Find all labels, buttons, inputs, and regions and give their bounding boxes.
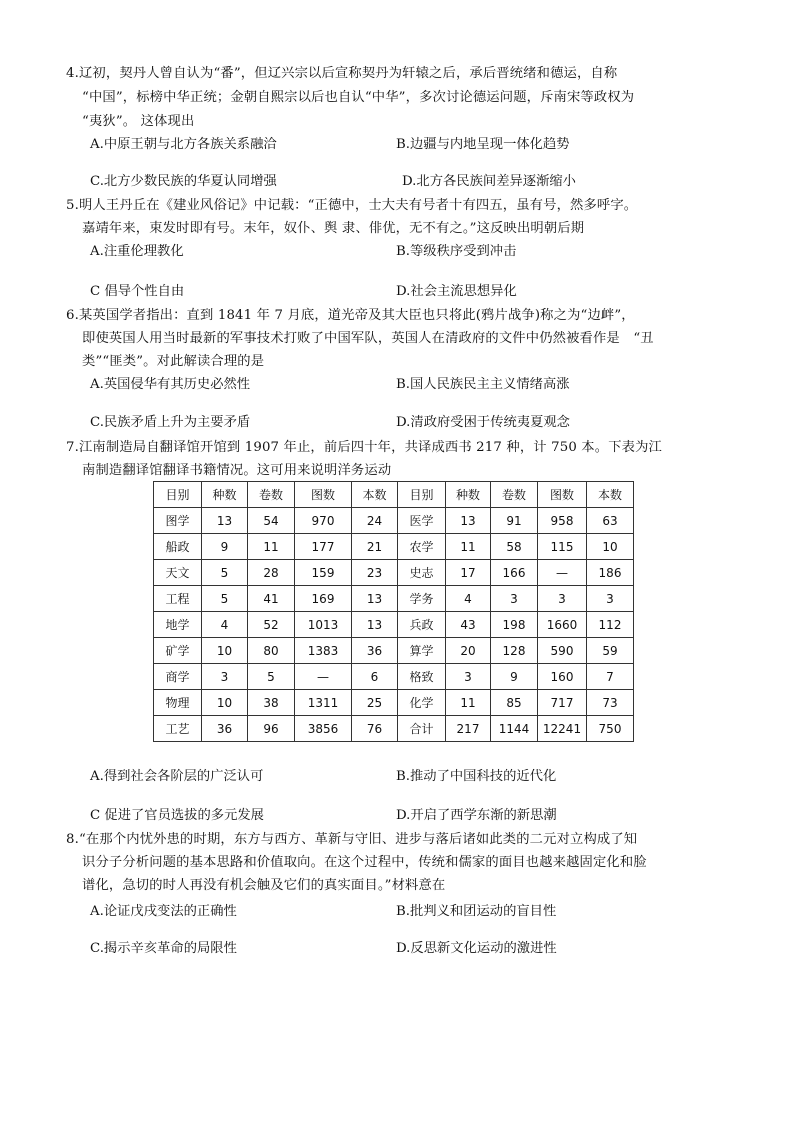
translation-stats-table	[153, 481, 634, 742]
table-cell: 11	[446, 690, 491, 716]
question-7-line-2: 南制造翻译馆翻译书籍情况。这可用来说明洋务运动	[82, 463, 392, 478]
table-cell: 717	[538, 690, 587, 716]
table-cell: 85	[491, 690, 538, 716]
table-cell: —	[295, 664, 352, 690]
table-cell: 59	[587, 638, 634, 664]
table-row	[154, 638, 634, 664]
table-cell: 10	[202, 638, 248, 664]
table-cell: 7	[587, 664, 634, 690]
table-cell: 10	[202, 690, 248, 716]
table-row	[154, 612, 634, 638]
table-cell: 1660	[538, 612, 587, 638]
table-cell: 38	[248, 690, 295, 716]
table-cell: 9	[491, 664, 538, 690]
table-cell: 25	[352, 690, 398, 716]
question-4-option-d: D.北方各民族间差异逐渐缩小	[402, 174, 576, 189]
question-5-line-2: 嘉靖年来，束发时即有号。末年，奴仆、舆 隶、俳优，无不有之。”这反映出明朝后期	[82, 221, 585, 236]
table-row	[154, 664, 634, 690]
table-cell: 11	[248, 534, 295, 560]
table-cell: 3	[587, 586, 634, 612]
table-cell: 958	[538, 508, 587, 534]
table-cell: 198	[491, 612, 538, 638]
table-row	[154, 716, 634, 742]
table-cell: 学务	[398, 586, 446, 612]
question-8-option-a: A.论证戊戌变法的正确性	[90, 904, 237, 919]
table-cell: 13	[446, 508, 491, 534]
table-cell: 590	[538, 638, 587, 664]
question-6-option-d: D.清政府受困于传统夷夏观念	[396, 415, 570, 430]
table-cell: 农学	[398, 534, 446, 560]
table-cell: 6	[352, 664, 398, 690]
question-6-option-c: C.民族矛盾上升为主要矛盾	[90, 415, 251, 430]
table-cell: 5	[202, 586, 248, 612]
table-cell: 算学	[398, 638, 446, 664]
table-cell: 17	[446, 560, 491, 586]
table-cell: 9	[202, 534, 248, 560]
question-4-option-b: B.边疆与内地呈现一体化趋势	[396, 137, 570, 152]
table-header-cell: 种数	[202, 482, 248, 508]
table-cell: 54	[248, 508, 295, 534]
table-header-row	[154, 482, 634, 508]
table-cell: 13	[202, 508, 248, 534]
table-header-cell: 卷数	[248, 482, 295, 508]
table-cell: 186	[587, 560, 634, 586]
table-cell: 52	[248, 612, 295, 638]
table-cell: 112	[587, 612, 634, 638]
table-cell: 28	[248, 560, 295, 586]
table-cell: 工艺	[154, 716, 202, 742]
table-cell: 128	[491, 638, 538, 664]
table-cell: 1311	[295, 690, 352, 716]
table-cell: 3	[202, 664, 248, 690]
question-7-option-d: D.开启了西学东渐的新思潮	[396, 808, 557, 823]
table-cell: 36	[202, 716, 248, 742]
table-header-cell: 图数	[538, 482, 587, 508]
table-cell: 80	[248, 638, 295, 664]
table-cell: 13	[352, 586, 398, 612]
question-5-option-d: D.社会主流思想异化	[396, 284, 517, 299]
table-cell: 物理	[154, 690, 202, 716]
question-4-line-1: 4.辽初，契丹人曾自认为“番”，但辽兴宗以后宣称契丹为轩辕之后，承后晋统绪和德运，自称	[66, 66, 618, 81]
table-cell: 177	[295, 534, 352, 560]
table-cell: 41	[248, 586, 295, 612]
table-row	[154, 690, 634, 716]
table-cell: 兵政	[398, 612, 446, 638]
table-cell: 4	[446, 586, 491, 612]
table-cell: 13	[352, 612, 398, 638]
table-cell: 23	[352, 560, 398, 586]
table-cell: 169	[295, 586, 352, 612]
question-4-option-c: C.北方少数民族的华夏认同增强	[90, 174, 277, 189]
question-4-line-2: “中国”，标榜中华正统；金朝自熙宗以后也自认“中华”，多次讨论德运问题，斥南宋等政权为	[82, 90, 635, 105]
table-cell: 矿学	[154, 638, 202, 664]
question-5-option-b: B.等级秩序受到冲击	[396, 244, 517, 259]
table-cell: 天文	[154, 560, 202, 586]
table-cell: 合计	[398, 716, 446, 742]
question-8-option-d: D.反思新文化运动的激进性	[396, 941, 557, 956]
table-cell: 91	[491, 508, 538, 534]
table-cell: 3	[491, 586, 538, 612]
table-cell: 1144	[491, 716, 538, 742]
table-cell: 160	[538, 664, 587, 690]
question-6-line-3: 类”“匪类”。对此解读合理的是	[82, 354, 265, 369]
question-6-line-1: 6.某英国学者指出：直到 1841 年 7 月底，道光帝及其大臣也只将此(鸦片战争)称之为“边衅”，	[66, 308, 635, 323]
table-cell: 史志	[398, 560, 446, 586]
table-cell: 63	[587, 508, 634, 534]
question-6-option-a: A.英国侵华有其历史必然性	[90, 377, 251, 392]
table-cell: 工程	[154, 586, 202, 612]
question-7-option-b: B.推动了中国科技的近代化	[396, 769, 557, 784]
table-header-cell: 卷数	[491, 482, 538, 508]
table-cell: 化学	[398, 690, 446, 716]
table-header-cell: 目别	[398, 482, 446, 508]
question-8-line-2: 识分子分析问题的基本思路和价值取向。在这个过程中，传统和儒家的面目也越来越固定化和脸	[82, 855, 647, 870]
table-cell: 3856	[295, 716, 352, 742]
question-6-option-b: B.国人民族民主主义情绪高涨	[396, 377, 570, 392]
table-cell: 73	[587, 690, 634, 716]
question-8-line-1: 8.“在那个内忧外患的时期，东方与西方、革新与守旧、进步与落后诸如此类的二元对立构成了知	[66, 832, 638, 847]
table-cell: 1383	[295, 638, 352, 664]
question-8-line-3: 谱化，急切的时人再没有机会触及它们的真实面目。”材料意在	[82, 878, 446, 893]
table-cell: 1013	[295, 612, 352, 638]
table-body	[154, 508, 634, 742]
table-cell: 图学	[154, 508, 202, 534]
table-cell: 12241	[538, 716, 587, 742]
question-7-option-c: C 促进了官员选拔的多元发展	[90, 808, 264, 823]
question-5-option-c: C 倡导个性自由	[90, 284, 185, 299]
table-cell: 24	[352, 508, 398, 534]
question-5-option-a: A.注重伦理教化	[90, 244, 184, 259]
table-cell: 10	[587, 534, 634, 560]
table-cell: 格致	[398, 664, 446, 690]
table-cell: 船政	[154, 534, 202, 560]
table-header-cell: 本数	[352, 482, 398, 508]
table-cell: 3	[538, 586, 587, 612]
table-cell: 医学	[398, 508, 446, 534]
question-7-option-a: A.得到社会各阶层的广泛认可	[90, 769, 264, 784]
question-8-option-c: C.揭示辛亥革命的局限性	[90, 941, 237, 956]
question-8-option-b: B.批判义和团运动的盲目性	[396, 904, 557, 919]
table-header-cell: 图数	[295, 482, 352, 508]
table-row	[154, 586, 634, 612]
table-header-cell: 种数	[446, 482, 491, 508]
table-cell: 20	[446, 638, 491, 664]
table-cell: 115	[538, 534, 587, 560]
table-cell: 5	[248, 664, 295, 690]
table-cell: 3	[446, 664, 491, 690]
table-cell: 地学	[154, 612, 202, 638]
table-cell: 5	[202, 560, 248, 586]
table-cell: 217	[446, 716, 491, 742]
table-row	[154, 508, 634, 534]
table-cell: 58	[491, 534, 538, 560]
question-6-line-2: 即使英国人用当时最新的军事技术打败了中国军队，英国人在清政府的文件中仍然被看作是 “丑	[82, 331, 654, 346]
table-row	[154, 534, 634, 560]
table-cell: 43	[446, 612, 491, 638]
table-cell: 4	[202, 612, 248, 638]
table-cell: 21	[352, 534, 398, 560]
table-cell: 166	[491, 560, 538, 586]
table-cell: 970	[295, 508, 352, 534]
question-5-line-1: 5.明人王丹丘在《建业风俗记》中记载：“正德中，士大夫有号者十有四五，虽有号，然多呼字。	[66, 198, 638, 213]
question-7-line-1: 7.江南制造局自翻译馆开馆到 1907 年止，前后四十年，共译成西书 217 种，计 750 本。下表为江	[66, 440, 662, 455]
table-cell: 76	[352, 716, 398, 742]
table-cell: 750	[587, 716, 634, 742]
table-header-cell: 本数	[587, 482, 634, 508]
table-cell: 159	[295, 560, 352, 586]
table-cell: 96	[248, 716, 295, 742]
question-4-option-a: A.中原王朝与北方各族关系融洽	[90, 137, 277, 152]
table-cell: —	[538, 560, 587, 586]
table-row	[154, 560, 634, 586]
table-cell: 11	[446, 534, 491, 560]
table-cell: 36	[352, 638, 398, 664]
table-cell: 商学	[154, 664, 202, 690]
table-header-cell: 目别	[154, 482, 202, 508]
question-4-line-3: “夷狄”。 这体现出	[82, 114, 195, 129]
